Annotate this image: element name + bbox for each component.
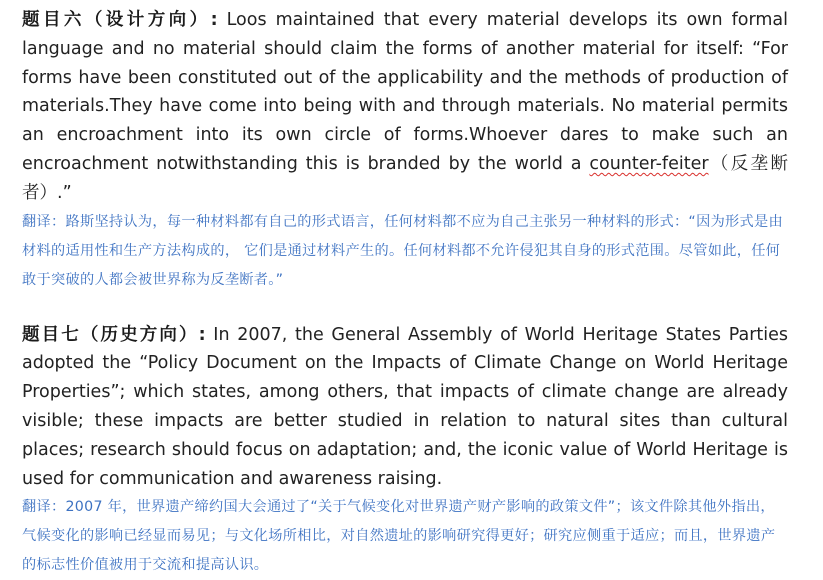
topic-6-body-end: （反垄断者）.”	[22, 153, 788, 203]
topic-6-paragraph	[22, 6, 788, 208]
topic-6-colon: :	[210, 10, 218, 30]
topic-7-heading: 题目七（历史方向）	[22, 324, 199, 345]
paragraph-spacer	[22, 295, 788, 321]
topic-7-translation: 翻译：2007 年，世界遗产缔约国大会通过了“关于气候变化对世界遗产财产影响的政策文件”；该文件除其他外指出，气候变化的影响已经显而易见；与文化场所相比，对自然遗址的影响研究得更好；研究应侧重于适应；而且，世界遗产的标志性价值被用于交流和提高认识。	[22, 499, 776, 574]
topic-6-body-text: Loos maintained that every material develops its own formal language and no material should claim the forms of another material for itself: “For forms have been constituted out of the applicability and the methods of production of materials.They have come into being with and through materials. No material permits an encroachment into its own circle of forms.Whoever dares to make such an encroachment notwithstanding this is branded by the world a	[22, 10, 788, 174]
topic-7-paragraph	[22, 321, 788, 494]
topic-7-body-text: In 2007, the General Assembly of World Heritage States Parties adopted the “Policy Document on the Impacts of Climate Change on World Heritage Properties”; which states, among others, that impacts of climate change are already visible; these impacts are better studied in relation to natural sites than cultural places; research should focus on adaptation; and, the iconic value of World Heritage is used for communication and awareness raising.	[22, 324, 788, 489]
document-page	[22, 6, 788, 580]
topic-6-heading: 题目六（设计方向）	[22, 10, 211, 30]
topic-6-translation: 翻译：路斯坚持认为，每一种材料都有自己的形式语言，任何材料都不应为自己主张另一种材料的形式：“因为形式是由材料的适用性和生产方法构成的， 它们是通过材料产生的。任何材料都不允许侵犯其自身的形式范围。尽管如此，任何敢于突破的人都会被世界称为反垄断者。”	[22, 213, 784, 288]
topic-7-colon: :	[198, 324, 206, 345]
spellcheck-flagged-word[interactable]: counter-feiter	[589, 153, 709, 174]
